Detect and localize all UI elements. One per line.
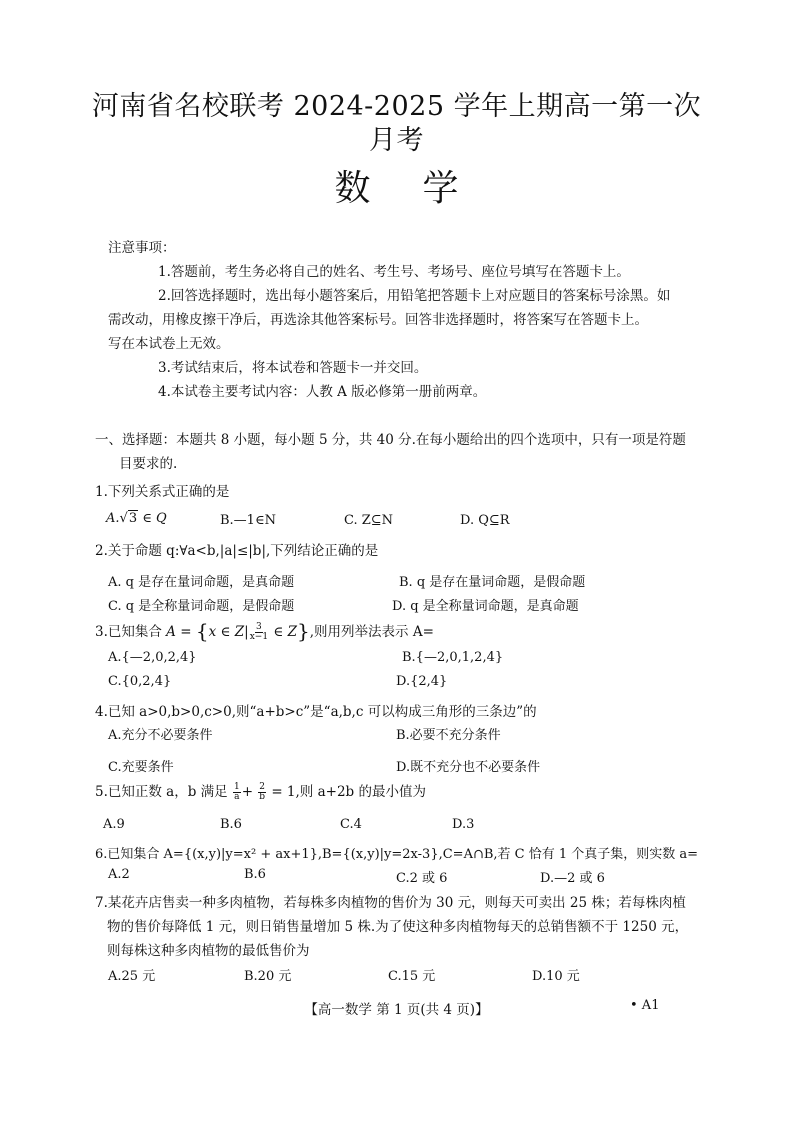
sqrt-symbol: √3 (119, 511, 138, 526)
q3-frac-num: 3 (256, 622, 262, 632)
question-6-stem: 6.已知集合 A={(x,y)|y=x² + ax+1},B={(x,y)|y=2x-3},C=A∩B,若 C 恰有 1 个真子集，则实数 a= (95, 847, 699, 862)
exam-title-line1: 河南省名校联考 2024-2025 学年上期高一第一次 (91, 91, 702, 122)
q3-fraction (250, 623, 268, 642)
q5-f2-num: 2 (259, 782, 266, 792)
question-4-option-d: D.既不充分也不必要条件 (396, 760, 541, 775)
notes-item-3: 3.考试结束后，将本试卷和答题卡一并交回。 (158, 360, 428, 376)
question-4-option-b: B.必要不充分条件 (396, 728, 501, 743)
question-4-option-c: C.充要条件 (108, 760, 174, 775)
question-2-option-d: D. q 是全称量词命题，是真命题 (392, 599, 579, 614)
question-2-option-a: A. q 是存在量词命题，是真命题 (108, 575, 295, 590)
q5-fraction-1 (233, 783, 241, 802)
section-1-heading (95, 428, 715, 476)
sqrt-radicand: 3 (128, 511, 138, 526)
question-7-option-a: A.25 元 (108, 969, 156, 984)
question-3-stem (95, 619, 434, 643)
question-6-option-b: B.6 (244, 867, 266, 882)
question-5-option-b: B.6 (220, 817, 242, 832)
question-2-option-c: C. q 是全称量词命题，是假命题 (108, 599, 295, 614)
question-7-line1: 7.某花卉店售卖一种多肉植物，若每株多肉植物的售价为 30 元，则每天可卖出 25 株；若每株肉植 (95, 895, 686, 911)
q3-set-name: A (166, 624, 176, 640)
exam-title-line2: 月考 (369, 125, 424, 156)
question-5-option-a: A.9 (103, 817, 125, 832)
section-1-line1: 一、选择题：本题共 8 小题，每小题 5 分，共 40 分.在每小题给出的四个选项中，只有一项是符题 (95, 432, 686, 448)
right-brace: } (297, 619, 310, 643)
left-brace: { (195, 619, 209, 643)
question-5-option-d: D.3 (452, 817, 475, 832)
q5-f2-den: b (259, 792, 266, 802)
question-7-option-c: C.15 元 (388, 969, 436, 984)
question-6-option-c: C.2 或 6 (396, 871, 448, 886)
question-6-option-a: A.2 (108, 867, 130, 882)
q3-set-cond: ∈ Z (269, 624, 298, 640)
notes-item-4: 4.本试卷主要考试内容：人教 A 版必修第一册前两章。 (158, 384, 487, 400)
question-3-option-d: D.{2,4} (396, 674, 448, 689)
notes-block (108, 236, 708, 404)
question-5-option-c: C.4 (340, 817, 362, 832)
question-5-stem (95, 780, 426, 802)
notes-item-1: 1.答题前，考生务必将自己的姓名、考生号、考场号、座位号填写在答题卡上。 (158, 264, 630, 280)
question-3-option-b: B.{—2,0,1,2,4} (402, 650, 504, 665)
notes-item-2b: 需改动，用橡皮擦干净后，再选涂其他答案标号。回答非选择题时，将答案写在答题卡上。 (108, 312, 648, 328)
q5-plus: + (241, 784, 258, 800)
question-4-option-a: A.充分不必要条件 (108, 728, 213, 743)
question-7-option-d: D.10 元 (532, 969, 580, 984)
q5-fraction-2 (258, 783, 266, 802)
q5-stem-suffix: = 1,则 a+2b 的最小值为 (267, 784, 426, 800)
q3-set-eq: = (175, 624, 196, 640)
q5-f1-num: 1 (233, 782, 240, 792)
question-4-stem: 4.已知 a>0,b>0,c>0,则“a+b>c”是“a,b,c 可以构成三角形的三条边”的 (95, 704, 537, 720)
page-footer: 【高一数学 第 1 页(共 4 页)】 (304, 1002, 489, 1018)
option-a-prefix: A. (106, 511, 120, 526)
q5-stem-prefix: 5.已知正数 a，b 满足 (95, 784, 232, 800)
notes-item-2a: 2.回答选择题时，选出每小题答案后，用铅笔把答题卡上对应题目的答案标号涂黑。如 (158, 288, 671, 304)
question-7-stem (95, 891, 715, 963)
question-1-option-b: B.—1∈N (220, 513, 276, 528)
option-a-suffix: ∈ Q (138, 511, 167, 526)
subject-title: 数学 (334, 168, 511, 209)
q3-stem-prefix: 3.已知集合 (95, 624, 167, 640)
question-7-line3: 则每株这种多肉植物的最低售价为 (107, 943, 310, 959)
q3-set-var: x ∈ Z (208, 624, 245, 640)
question-2-stem: 2.关于命题 q:∀a<b,|a|≤|b|,下列结论正确的是 (95, 543, 379, 559)
version-tag: • A1 (630, 998, 660, 1013)
question-6-option-d: D.—2 或 6 (540, 871, 605, 886)
section-1-line2: 目要求的. (119, 456, 178, 472)
question-1-option-d: D. Q⊆R (460, 513, 510, 528)
question-7-option-b: B.20 元 (244, 969, 292, 984)
question-3-option-c: C.{0,2,4} (108, 674, 172, 689)
q3-stem-suffix: ,则用列举法表示 A= (309, 624, 434, 640)
notes-heading: 注意事项： (108, 240, 176, 256)
set-divider: | (244, 624, 249, 640)
question-1-stem: 1.下列关系式正确的是 (95, 484, 230, 500)
question-1-option-c: C. Z⊆N (344, 513, 394, 528)
question-1-option-a (106, 511, 167, 526)
q3-frac-den: x−1 (249, 632, 269, 642)
q5-f1-den: a (234, 792, 240, 802)
question-3-option-a: A.{—2,0,2,4} (108, 650, 197, 665)
notes-item-2c: 写在本试卷上无效。 (108, 336, 230, 352)
question-2-option-b: B. q 是存在量词命题，是假命题 (399, 575, 586, 590)
question-7-line2: 物的售价每降低 1 元，则日销售量增加 5 株.为了使这种多肉植物每天的总销售额不于 1250 元， (107, 919, 689, 935)
